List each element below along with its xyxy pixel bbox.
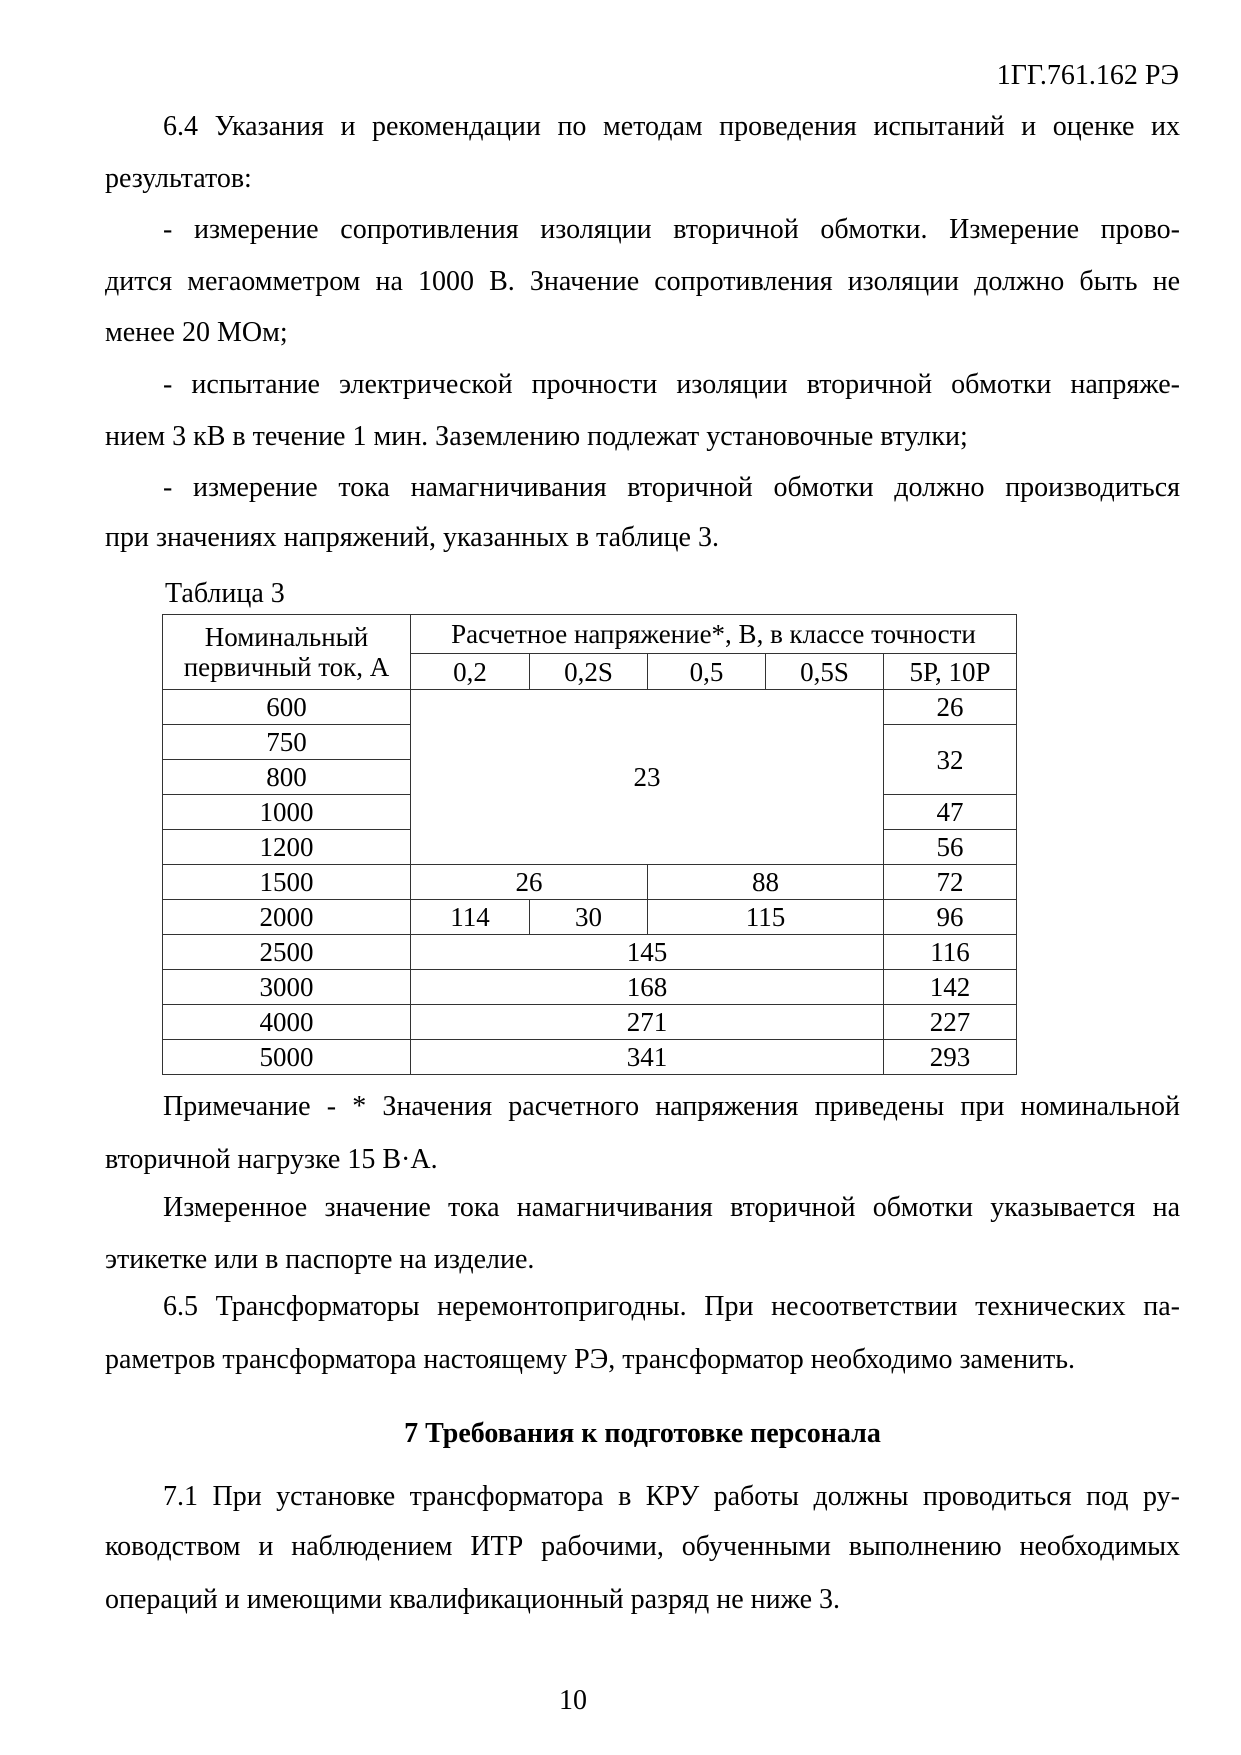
- cell-current: 800: [163, 760, 411, 795]
- document-code: 1ГГ.761.162 РЭ: [996, 60, 1179, 91]
- cell-metering: 271: [411, 1005, 884, 1040]
- bullet-dielectric-test-line: нием 3 кВ в течение 1 мин. Заземлению подлежат установочные втулки;: [105, 421, 968, 452]
- table-row: [163, 970, 1017, 1005]
- table-note-line: вторичной нагрузке 15 В·А.: [105, 1144, 438, 1175]
- header-class-0-5: 0,5: [648, 654, 766, 690]
- header-nominal-current-line1: Номинальный: [204, 622, 369, 652]
- cell-protection: 293: [884, 1040, 1017, 1075]
- cell-protection: 56: [884, 830, 1017, 865]
- paragraph-6-5-line: 6.5 Трансформаторы неремонтопригодны. При несоответствии технических па-: [163, 1291, 1180, 1322]
- table-note-line: Примечание - * Значения расчетного напряжения приведены при номинальной: [163, 1091, 1180, 1122]
- bullet-insulation-resistance-line: - измерение сопротивления изоляции вторичной обмотки. Измерение прово-: [163, 214, 1180, 245]
- cell-metering: 26: [411, 865, 648, 900]
- header-class-5p-10p: 5P, 10P: [884, 654, 1017, 690]
- header-class-0-2: 0,2: [411, 654, 530, 690]
- cell-protection: 47: [884, 795, 1017, 830]
- table-row: [163, 1005, 1017, 1040]
- cell-metering: 168: [411, 970, 884, 1005]
- cell-protection: 116: [884, 935, 1017, 970]
- cell-current: 5000: [163, 1040, 411, 1075]
- paragraph-6-4-line: результатов:: [105, 163, 252, 194]
- table-row: [163, 865, 1017, 900]
- cell-metering: 30: [530, 900, 648, 935]
- table-3: [162, 614, 1017, 1075]
- bullet-magnetizing-current-line: - измерение тока намагничивания вторичной обмотки должно производиться: [163, 472, 1180, 503]
- cell-current: 4000: [163, 1005, 411, 1040]
- header-nominal-current-line2: первичный ток, А: [183, 652, 390, 682]
- cell-protection: 72: [884, 865, 1017, 900]
- table-row: [163, 1040, 1017, 1075]
- cell-current: 1200: [163, 830, 411, 865]
- page-number: 10: [559, 1685, 587, 1716]
- cell-metering: 341: [411, 1040, 884, 1075]
- cell-current: 600: [163, 690, 411, 725]
- cell-current: 1500: [163, 865, 411, 900]
- paragraph-measured-value-line: этикетке или в паспорте на изделие.: [105, 1244, 535, 1275]
- cell-protection: 142: [884, 970, 1017, 1005]
- cell-protection: 227: [884, 1005, 1017, 1040]
- paragraph-7-1-line: ководством и наблюдением ИТР рабочими, обученными выполнению необходимых: [105, 1531, 1180, 1562]
- cell-protection: 32: [884, 725, 1017, 795]
- cell-protection: 26: [884, 690, 1017, 725]
- bullet-insulation-resistance-line: дится мегаомметром на 1000 В. Значение сопротивления изоляции должно быть не: [105, 266, 1180, 297]
- bullet-dielectric-test-line: - испытание электрической прочности изоляции вторичной обмотки напряже-: [163, 369, 1180, 400]
- cell-current: 3000: [163, 970, 411, 1005]
- cell-metering: 88: [648, 865, 884, 900]
- paragraph-measured-value-line: Измеренное значение тока намагничивания вторичной обмотки указывается на: [163, 1192, 1180, 1223]
- cell-current: 2500: [163, 935, 411, 970]
- cell-current: 2000: [163, 900, 411, 935]
- table-row: [163, 935, 1017, 970]
- paragraph-6-4-line: 6.4 Указания и рекомендации по методам проведения испытаний и оценке их: [163, 111, 1180, 142]
- cell-metering: 145: [411, 935, 884, 970]
- paragraph-7-1-line: 7.1 При установке трансформатора в КРУ работы должны проводиться под ру-: [163, 1481, 1180, 1512]
- header-class-0-5s: 0,5S: [766, 654, 884, 690]
- table-row: [163, 900, 1017, 935]
- cell-protection: 96: [884, 900, 1017, 935]
- paragraph-6-5-line: раметров трансформатора настоящему РЭ, трансформатор необходимо заменить.: [105, 1344, 1076, 1375]
- cell-metering: 115: [648, 900, 884, 935]
- cell-metering-600-1200: 23: [411, 690, 884, 865]
- cell-current: 750: [163, 725, 411, 760]
- bullet-insulation-resistance-line: менее 20 МОм;: [105, 317, 288, 348]
- table-caption: Таблица 3: [165, 578, 285, 609]
- paragraph-7-1-line: операций и имеющими квалификационный разряд не ниже 3.: [105, 1584, 841, 1615]
- cell-metering: 114: [411, 900, 530, 935]
- table-row: [163, 690, 1017, 725]
- bullet-magnetizing-current-line: при значениях напряжений, указанных в таблице 3.: [105, 522, 719, 553]
- header-class-0-2s: 0,2S: [530, 654, 648, 690]
- section-7-heading: 7 Требования к подготовке персонала: [404, 1418, 881, 1449]
- cell-current: 1000: [163, 795, 411, 830]
- header-rated-voltage-group: Расчетное напряжение*, В, в классе точности: [411, 615, 1017, 654]
- header-nominal-current: [163, 615, 411, 690]
